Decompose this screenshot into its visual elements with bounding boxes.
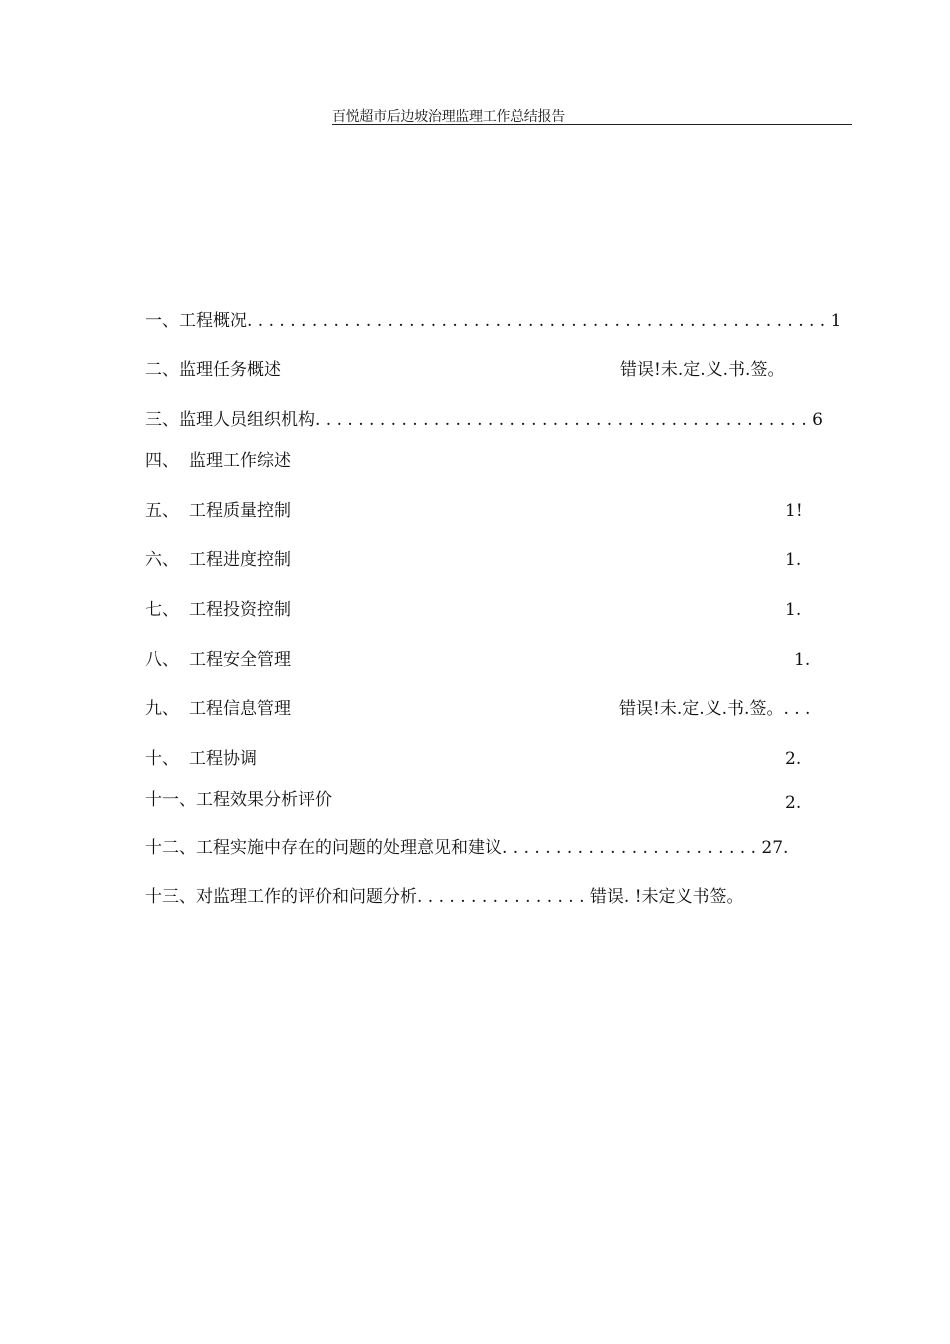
toc-entry-4[interactable] [145,450,291,472]
toc-entry-number: 六、 [145,550,179,570]
toc-entry-7-page: 1. [785,600,802,620]
toc-entry-9[interactable] [145,698,291,720]
header-title: 百悦超市后边坡治理监理工作总结报告 [332,109,565,125]
toc-entry-number: 四、 [145,451,179,471]
toc-entry-5[interactable] [145,500,291,522]
toc-entry-3[interactable] [145,409,823,431]
toc-entry-2-page: 错误!未.定.义.书.签。 [620,360,785,380]
toc-entry-11-page: 2. [785,793,802,813]
toc-entry-5-page: 1! [785,501,803,521]
toc-entry-13[interactable] [145,886,744,908]
toc-entry-text: 十二、工程实施中存在的问题的处理意见和建议. . . . . . . . . . . . . . . . . . . . . . . . 27. [145,838,789,858]
toc-entry-number: 十、 [145,749,179,769]
toc-entry-9-page: 错误!未.定.义.书.签。. . . [619,699,811,719]
toc-entry-11[interactable] [145,789,332,811]
toc-entry-10[interactable] [145,748,257,770]
toc-entry-title: 工程质量控制 [189,501,291,521]
toc-entry-number: 八、 [145,650,179,670]
toc-entry-8[interactable] [145,649,291,671]
toc-entry-6[interactable] [145,549,291,571]
toc-entry-number: 七、 [145,600,179,620]
toc-entry-number: 九、 [145,699,179,719]
toc-entry-8-page: 1. [794,650,811,670]
toc-entry-2[interactable] [145,359,281,381]
toc-entry-title: 工程协调 [189,749,257,769]
toc-entry-number: 五、 [145,501,179,521]
toc-entry-7[interactable] [145,599,291,621]
toc-entry-6-page: 1. [785,550,802,570]
toc-entry-text: 十三、对监理工作的评价和问题分析. . . . . . . . . . . . . . . . 错误. !未定义书签。 [145,887,744,907]
toc-entry-title: 监理工作综述 [189,451,291,471]
toc-entry-10-page: 2. [785,749,802,769]
toc-entry-title: 工程安全管理 [189,650,291,670]
toc-entry-number: 十一、 [145,790,196,810]
toc-entry-title: 工程投资控制 [189,600,291,620]
toc-entry-title: 工程效果分析评价 [196,790,332,810]
toc-entry-title: 工程信息管理 [189,699,291,719]
page-header [332,106,852,125]
toc-entry-1[interactable] [145,310,841,332]
toc-entry-text: 三、监理人员组织机构. . . . . . . . . . . . . . . . . . . . . . . . . . . . . . . . . . . . . . . . . . . . . . 6 [145,410,823,430]
toc-entry-12[interactable] [145,837,788,859]
toc-entry-text: 一、工程概况. . . . . . . . . . . . . . . . . . . . . . . . . . . . . . . . . . . . . . . . . . . . . . . . . . . . . . 1 [145,311,842,331]
toc-entry-text: 二、监理任务概述 [145,360,281,380]
toc-entry-title: 工程进度控制 [189,550,291,570]
